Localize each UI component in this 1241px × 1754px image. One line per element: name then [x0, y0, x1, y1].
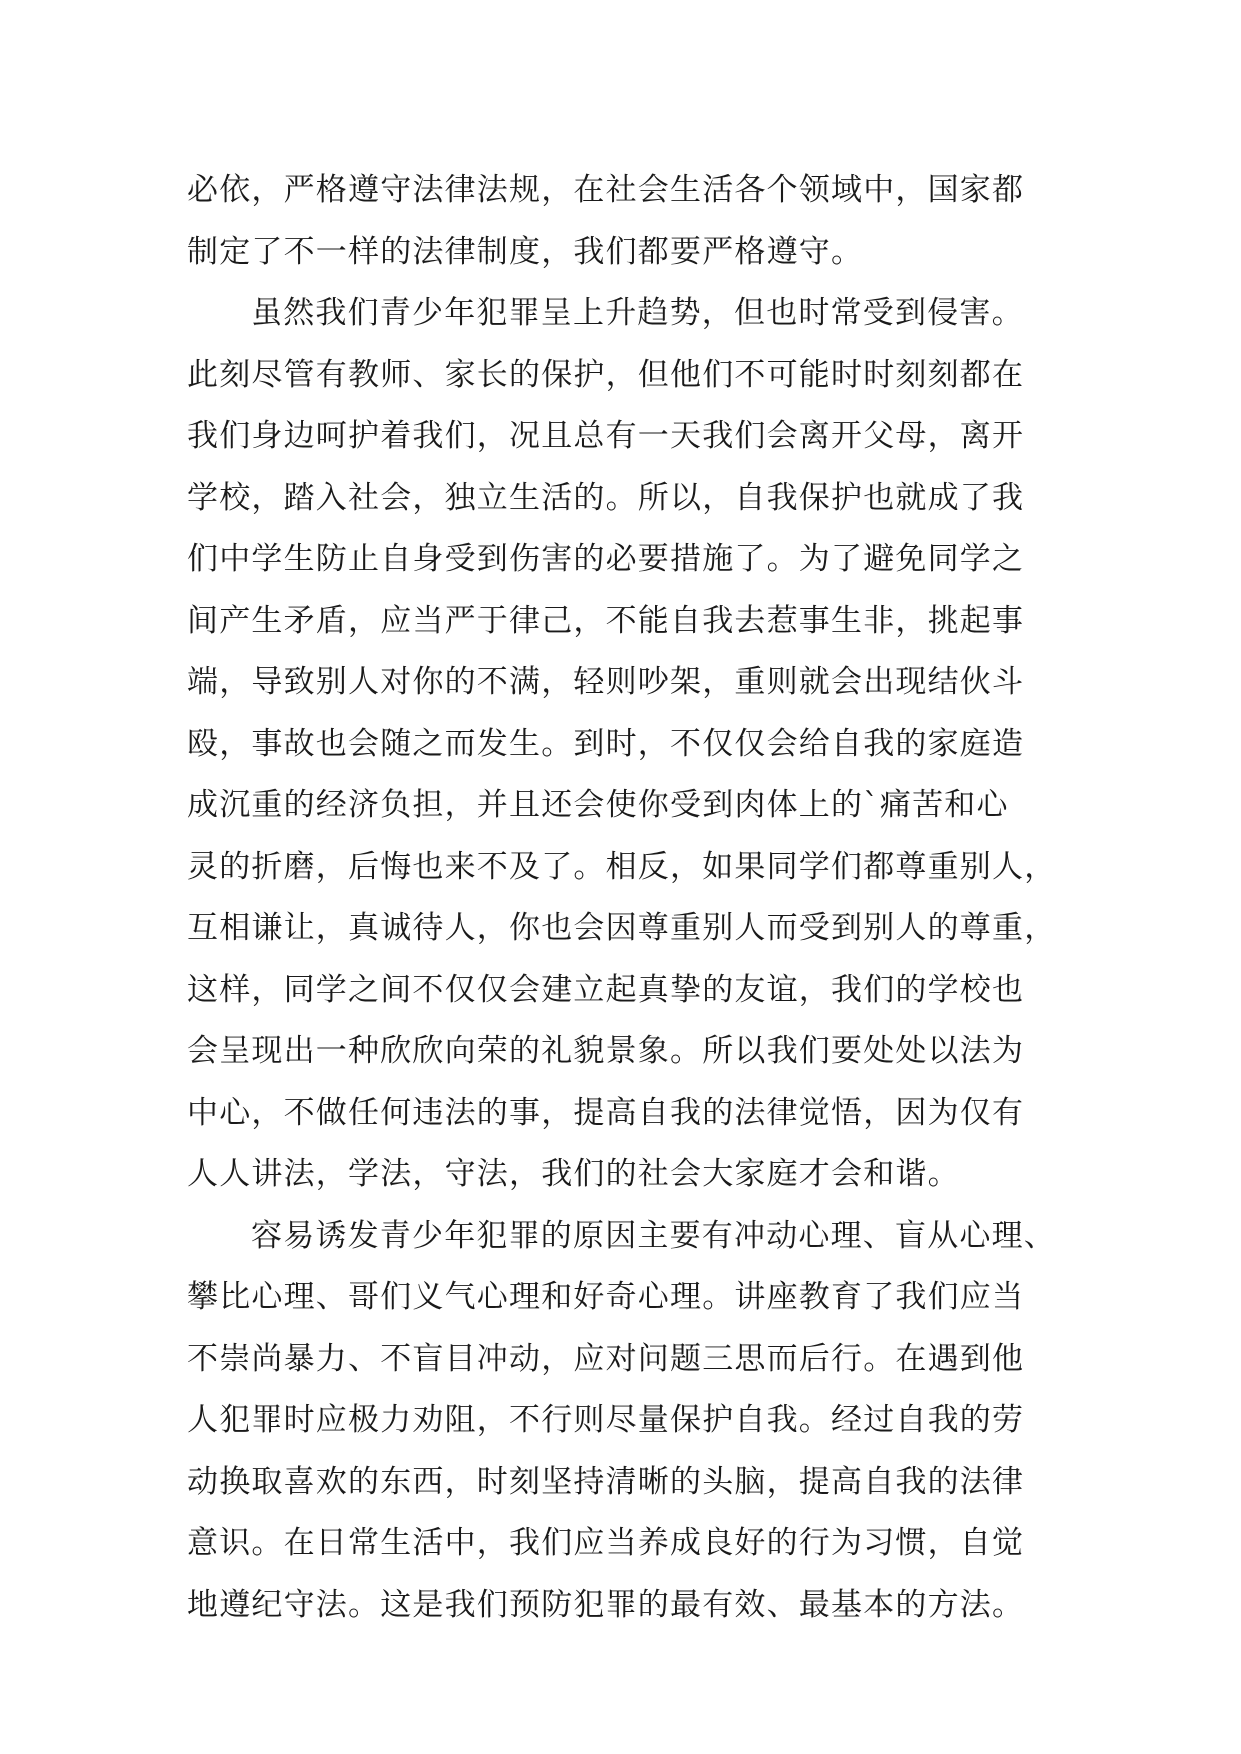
text-line: 我们身边呵护着我们，况且总有一天我们会离开父母，离开 — [187, 418, 1025, 454]
text-line: 中心，不做任何违法的事，提高自我的法律觉悟，因为仅有 — [187, 1094, 1025, 1131]
text-line: 此刻尽管有教师、家长的保护，但他们不可能时时刻刻都在 — [187, 356, 1025, 393]
text-line: 必依，严格遵守法律法规，在社会生活各个领域中，国家都 — [187, 172, 1025, 208]
text-line: 成沉重的经济负担，并且还会使你受到肉体上的`痛苦和心 — [187, 787, 1009, 823]
paragraph-first-line: 容易诱发青少年犯罪的原因主要有冲动心理、盲从心理、 — [251, 1217, 1056, 1254]
text-line: 间产生矛盾，应当严于律己，不能自我去惹事生非，挑起事 — [187, 602, 1025, 639]
text-line: 人人讲法，学法，守法，我们的社会大家庭才会和谐。 — [187, 1156, 960, 1192]
text-line: 不崇尚暴力、不盲目冲动，应对问题三思而后行。在遇到他 — [187, 1340, 1025, 1377]
text-line: 们中学生防止自身受到伤害的必要措施了。为了避免同学之 — [187, 541, 1025, 577]
paragraph-first-line: 虽然我们青少年犯罪呈上升趋势，但也时常受到侵害。 — [251, 295, 1024, 331]
text-line: 灵的折磨，后悔也来不及了。相反，如果同学们都尊重别人， — [187, 848, 1057, 885]
text-line: 攀比心理、哥们义气心理和好奇心理。讲座教育了我们应当 — [187, 1279, 1025, 1315]
text-line: 会呈现出一种欣欣向荣的礼貌景象。所以我们要处处以法为 — [187, 1033, 1025, 1069]
text-line: 制定了不一样的法律制度，我们都要严格遵守。 — [187, 233, 864, 270]
text-line: 人犯罪时应极力劝阻，不行则尽量保护自我。经过自我的劳 — [187, 1402, 1025, 1438]
text-line: 学校，踏入社会，独立生活的。所以，自我保护也就成了我 — [187, 479, 1025, 516]
body-text — [187, 160, 1067, 1636]
text-line: 殴，事故也会随之而发生。到时，不仅仅会给自我的家庭造 — [187, 725, 1025, 762]
text-line: 动换取喜欢的东西，时刻坚持清晰的头脑，提高自我的法律 — [187, 1463, 1025, 1500]
text-line: 这样，同学之间不仅仅会建立起真挚的友谊，我们的学校也 — [187, 971, 1025, 1008]
text-line: 意识。在日常生活中，我们应当养成良好的行为习惯，自觉 — [187, 1525, 1025, 1561]
text-line: 地遵纪守法。这是我们预防犯罪的最有效、最基本的方法。 — [187, 1586, 1025, 1623]
text-line: 互相谦让，真诚待人，你也会因尊重别人而受到别人的尊重， — [187, 910, 1057, 946]
text-line: 端，导致别人对你的不满，轻则吵架，重则就会出现结伙斗 — [187, 664, 1025, 700]
